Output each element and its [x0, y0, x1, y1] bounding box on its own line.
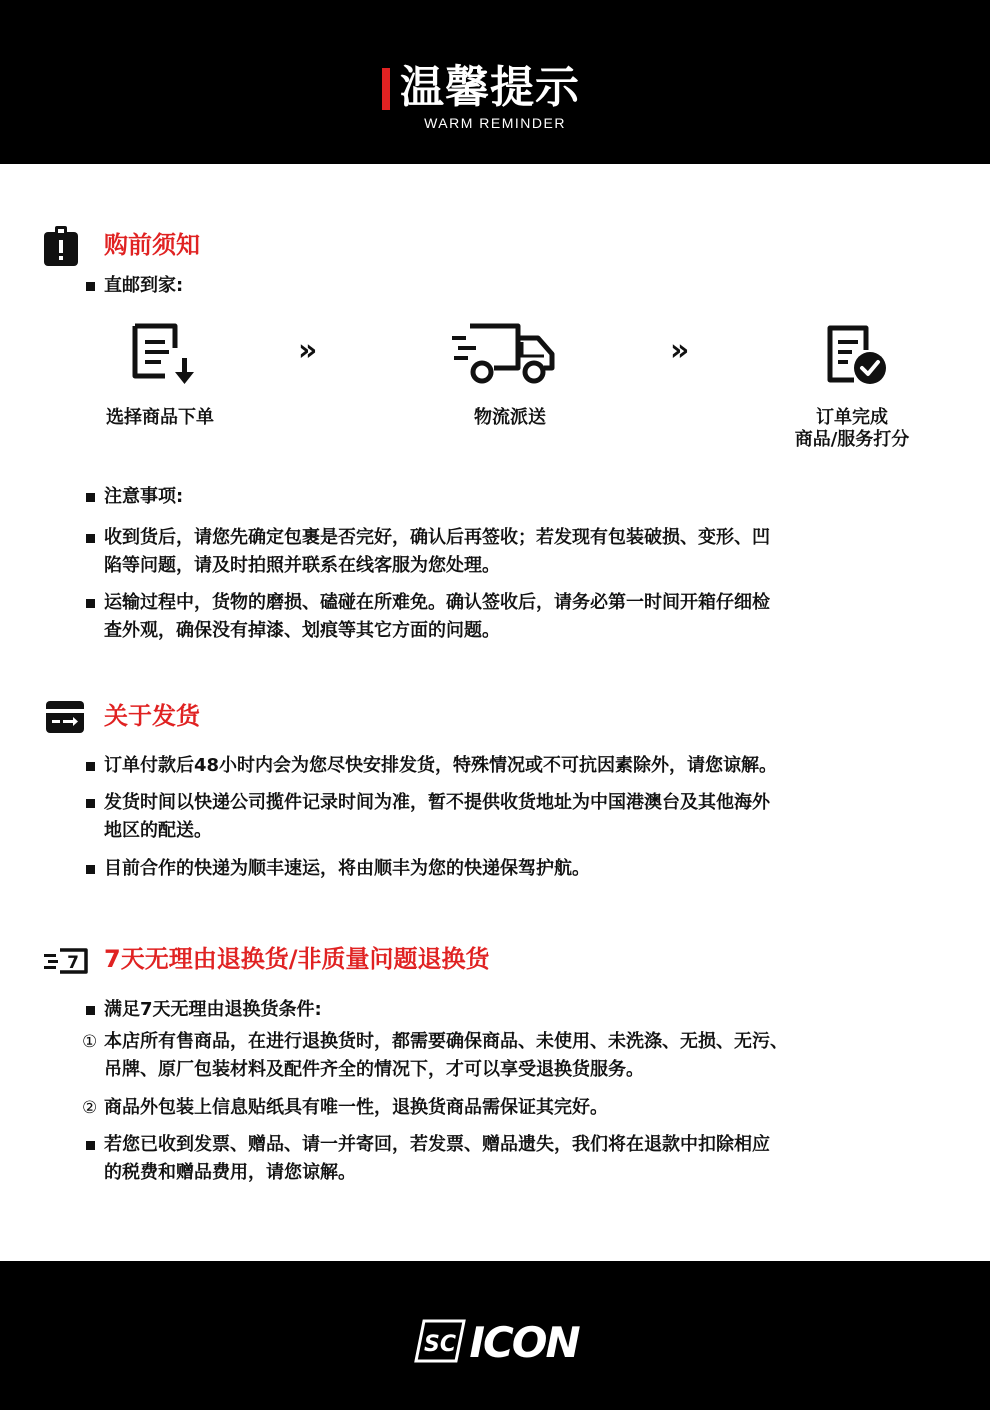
section-title-returns: 7天无理由退换货/非质量问题退换货 — [104, 945, 490, 973]
section-title-pre-purchase: 购前须知 — [104, 231, 200, 259]
section-title-shipping: 关于发货 — [104, 702, 200, 730]
document-check-icon — [826, 324, 888, 386]
list-item: 运输过程中，货物的磨损、磕碰在所难免。确认签收后，请务必第一时间开箱仔细检 查外观，确保没有掉漆、划痕等其它方面的问题。 — [86, 589, 946, 645]
step-label-complete-line1: 订单完成 — [816, 407, 888, 428]
list-item: 收到货后，请您先确定包裹是否完好，确认后再签收；若发现有包装破损、变形、凹 陷等问题，请及时拍照并联系在线客服为您处理。 — [86, 524, 946, 580]
svg-text:7: 7 — [67, 953, 79, 973]
step-arrow-2: » — [670, 333, 690, 368]
delivery-truck-icon — [452, 322, 558, 386]
seven-day-return-icon — [44, 948, 90, 974]
page-title: 温馨提示 — [400, 62, 580, 113]
page-subtitle: WARM REMINDER — [424, 115, 566, 131]
svg-text:ICON: ICON — [469, 1319, 579, 1363]
scicon-logo — [414, 1319, 590, 1363]
step-label-complete — [770, 407, 934, 451]
svg-text:SC: SC — [424, 1332, 456, 1357]
step-label-logistics: 物流派送 — [474, 407, 546, 428]
step-label-complete-line2: 商品/服务打分 — [794, 429, 910, 450]
list-item: ① 本店所有售商品，在进行退换货时，都需要确保商品、未使用、未洗涤、无损、无污、 吊牌、原厂包装材料及配件齐全的情况下，才可以享受退换货服务。 — [82, 1031, 788, 1080]
notes-heading: 注意事项: — [86, 483, 183, 511]
list-item: 订单付款后48小时内会为您尽快安排发货，特殊情况或不可抗因素除外，请您谅解。 — [86, 752, 956, 780]
clipboard-alert-icon — [44, 226, 78, 266]
direct-mail-heading: 直邮到家: — [86, 272, 183, 300]
conditions-heading: 满足7天无理由退换货条件: — [86, 996, 322, 1024]
step-arrow-1: » — [298, 333, 318, 368]
step-label-select-order: 选择商品下单 — [106, 407, 214, 428]
list-item: 发货时间以快递公司揽件记录时间为准，暂不提供收货地址为中国港澳台及其他海外 地区的配送。 — [86, 789, 946, 845]
list-item: ② 商品外包装上信息贴纸具有唯一性，退换货商品需保证其完好。 — [82, 1097, 608, 1118]
footer-banner — [0, 1261, 990, 1410]
list-item: 若您已收到发票、赠品、请一并寄回，若发票、赠品遗失，我们将在退款中扣除相应 的税费和赠品费用，请您谅解。 — [86, 1131, 946, 1187]
shipping-card-icon — [46, 701, 84, 733]
list-item: 目前合作的快递为顺丰速运，将由顺丰为您的快递保驾护航。 — [86, 855, 946, 883]
header-banner — [0, 0, 990, 164]
title-accent-bar — [382, 68, 390, 110]
order-download-icon — [131, 322, 201, 390]
